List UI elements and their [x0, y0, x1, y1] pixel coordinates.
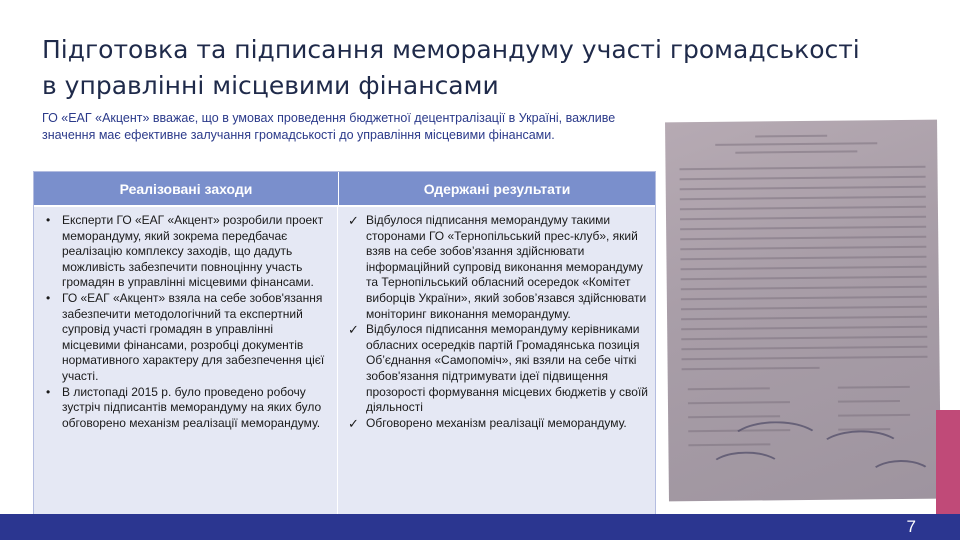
list-item: • ГО «ЕАГ «Акцент» взяла на себе зобов'язання забезпечити методологічний та експертний супровід участі громадян в управлінні місцевими фінансами, розробці документів нормативного характеру для забезпечення цієї участі. [46, 290, 325, 383]
results-cell [338, 207, 655, 515]
signature-scribble [869, 460, 933, 493]
results-list [344, 213, 649, 431]
signature-scribble [708, 451, 782, 486]
list-item: ✓ Відбулося підписання меморандуму такими сторонами ГО «Тернопільський прес-клуб», який взяв на себе зобов’язання здійснювати інформаційний супровід виконання меморандуму та Тернопільський обласний осередок «Комітет виборців України», який зобов’язався здійснювати моніторинг виконання меморандуму. [348, 213, 647, 321]
document-line [755, 135, 827, 138]
header-results: Одержані результати [423, 180, 571, 197]
document-line [688, 415, 780, 418]
document-line [688, 401, 790, 404]
table-body [34, 207, 655, 515]
footer-bar [0, 514, 960, 540]
document-line [680, 196, 926, 201]
list-item: • Експерти ГО «ЕАГ «Акцент» розробили проект меморандуму, який зокрема передбачає реалізацію комплексу заходів, що дадуть можливість забезпечити повноцінну участь громадян в управлінні місцевими фінансами. [46, 213, 324, 290]
document-line [680, 166, 926, 171]
accent-bar [936, 410, 960, 514]
header-activities: Реалізовані заходи [34, 172, 339, 205]
document-line [680, 246, 926, 251]
document-line [681, 306, 927, 311]
document-line [681, 286, 927, 291]
page-number: 7 [906, 517, 916, 536]
list-item: • В листопаді 2015 р. було проведено робочу зустріч підписантів меморандуму на яких було обговорено механізм реалізації меморандуму. [46, 384, 322, 430]
slide-title: Підготовка та підписання меморандуму участі громадськості в управлінні місцевими фінансами [42, 35, 860, 100]
checkmark-icon: ✓ [348, 322, 359, 338]
document-line [680, 186, 926, 191]
document-paper [665, 120, 941, 502]
document-line [682, 367, 820, 370]
document-line [680, 256, 926, 261]
document-line [838, 386, 910, 389]
table-header [34, 172, 655, 207]
document-line [688, 387, 770, 390]
document-line [680, 226, 926, 231]
document-line [681, 356, 927, 361]
document-line [680, 206, 926, 211]
activities-cell [34, 207, 338, 515]
memorandum-document-photo [657, 113, 947, 508]
document-line [838, 414, 910, 417]
document-line [681, 326, 927, 331]
document-line [838, 400, 900, 403]
document-line [680, 176, 926, 181]
list-item: ✓ Відбулося підписання меморандуму керівниками обласних осередків партій Громадянська позиція Об’єднання «Самопоміч», які взяли на себе чіткі зобов'язання підтримувати ідеї підвищення прозорості формування місцевих бюджетів у своїй діяльності [348, 322, 649, 415]
document-line [681, 336, 927, 341]
document-line [681, 346, 927, 351]
document-line [735, 150, 857, 153]
document-line [681, 296, 927, 301]
document-line [681, 276, 927, 281]
document-line [681, 266, 927, 271]
document-line [680, 236, 926, 241]
checkmark-icon: ✓ [348, 415, 359, 431]
document-line [715, 142, 877, 146]
results-table [33, 171, 656, 515]
list-item: ✓ Обговорено механізм реалізації меморандуму. [348, 415, 627, 431]
checkmark-icon: ✓ [348, 213, 359, 228]
bullet-icon: • [46, 213, 51, 227]
bullet-icon: • [46, 384, 51, 399]
document-line [681, 316, 927, 321]
bullet-icon: • [46, 290, 51, 305]
intro-text: ГО «ЕАГ «Акцент» вважає, що в умовах проведення бюджетної децентралізації в Україні, важливе значення має ефективне залучання громадськості до управління місцевими фінансами. [42, 111, 616, 142]
document-line [680, 216, 926, 221]
activities-list [40, 213, 331, 431]
